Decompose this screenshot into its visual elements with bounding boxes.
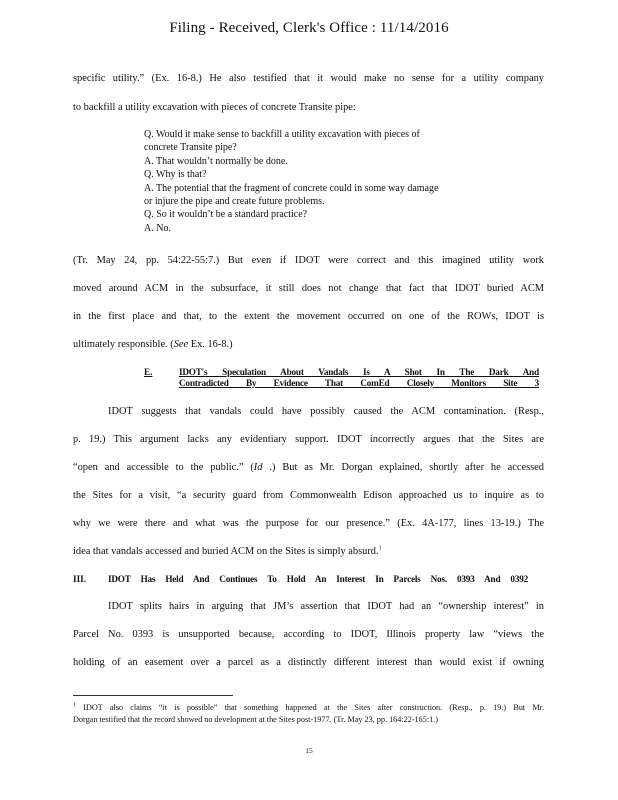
testimony-block — [144, 128, 524, 235]
qa-line: Q. Would it make sense to backfill a utility excavation with pieces of — [144, 129, 420, 140]
para2-line-2: moved around ACM in the subsurface, it still does not change that fact that IDOT buried ACM — [73, 283, 544, 294]
para3-line-6 — [73, 545, 544, 559]
para2-text: ultimately responsible. ( — [73, 339, 174, 350]
qa-line: or injure the pipe and create future problems. — [144, 196, 325, 208]
qa-line: Q. Why is that? — [144, 169, 207, 181]
page-number: 15 — [305, 746, 313, 755]
heading-iii-text: IDOT Has Held And Continues To Hold An Interest In Parcels Nos. 0393 And 0392 — [108, 574, 528, 584]
filing-header: Filing - Received, Clerk's Office : 11/14/2016 — [169, 20, 449, 36]
heading-e-letter: E. — [144, 367, 153, 377]
qa-line: Q. So it wouldn’t be a standard practice? — [144, 209, 308, 221]
footnote-line-2: Dorgan testified that the record showed no development at the Sites post-1977. (Tr. May 23, pp. 164:22-165:1.) — [73, 715, 438, 724]
id-signal: Id — [253, 462, 263, 473]
para2-line-4 — [73, 338, 544, 352]
heading-iii-number: III. — [73, 574, 87, 584]
footnote-divider — [73, 695, 233, 696]
footnote-mark: 1 — [73, 702, 76, 709]
para3-line-2: p. 19.) This argument lacks any evidentiary support. IDOT incorrectly argues that the Sites are — [73, 434, 544, 445]
para2-cite: Ex. 16-8.) — [188, 339, 233, 350]
para3-text: idea that vandals accessed and buried ACM on the Sites is simply absurd. — [73, 546, 379, 557]
para4-line-1: IDOT splits hairs in arguing that JM’s assertion that IDOT had an “ownership interest” in — [108, 601, 544, 612]
see-signal: See — [173, 339, 189, 350]
qa-line: concrete Transite pipe? — [144, 142, 237, 154]
para1-line-2: to backfill a utility excavation with pieces of concrete Transite pipe: — [73, 102, 356, 113]
para3-line-1: IDOT suggests that vandals could have possibly caused the ACM contamination. (Resp., — [108, 406, 544, 417]
footnote-line-1 — [73, 702, 544, 713]
heading-e-line-1: IDOT's Speculation About Vandals Is A Shot In The Dark And — [179, 367, 539, 377]
para3-line-5: why we were there and what was the purpose for our presence.” (Ex. 4A-177, lines 13-19.) The — [73, 518, 544, 529]
qa-line: A. That wouldn’t normally be done. — [144, 155, 288, 167]
footnote-text: IDOT also claims “it is possible” that something happened at the Sites after construction. (Resp., p. 19.) But Mr. — [76, 703, 544, 712]
qa-line: A. The potential that the fragment of concrete could in some way damage — [144, 182, 439, 194]
para4-line-2: Parcel No. 0393 is unsupported because, according to IDOT, Illinois property law “views the — [73, 629, 544, 640]
para2-line-1: (Tr. May 24, pp. 54:22-55:7.) But even if IDOT were correct and this imagined utility work — [73, 255, 544, 266]
para3-line-3 — [73, 461, 544, 475]
para3-text: “open and accessible to the public.” ( — [73, 462, 254, 473]
para2-line-3: in the first place and that, to the extent the movement occurred on one of the ROWs, IDOT is — [73, 311, 544, 322]
qa-line: A. No. — [144, 222, 171, 234]
para3-line-4: the Sites for a visit, “a security guard from Commonwealth Edison approached us to inquire as to — [73, 490, 544, 501]
para1-line-1: specific utility.” (Ex. 16-8.) He also testified that it would make no sense for a utility company — [73, 73, 544, 84]
footnote-reference: 1 — [378, 545, 382, 552]
heading-e-line-2: Contradicted By Evidence That ComEd Closely Monitors Site 3 — [179, 378, 539, 388]
para4-line-3: holding of an easement over a parcel as a distinctly different interest than would exist if owning — [73, 657, 544, 668]
para3-text: .) But as Mr. Dorgan explained, shortly after he accessed — [262, 462, 544, 473]
